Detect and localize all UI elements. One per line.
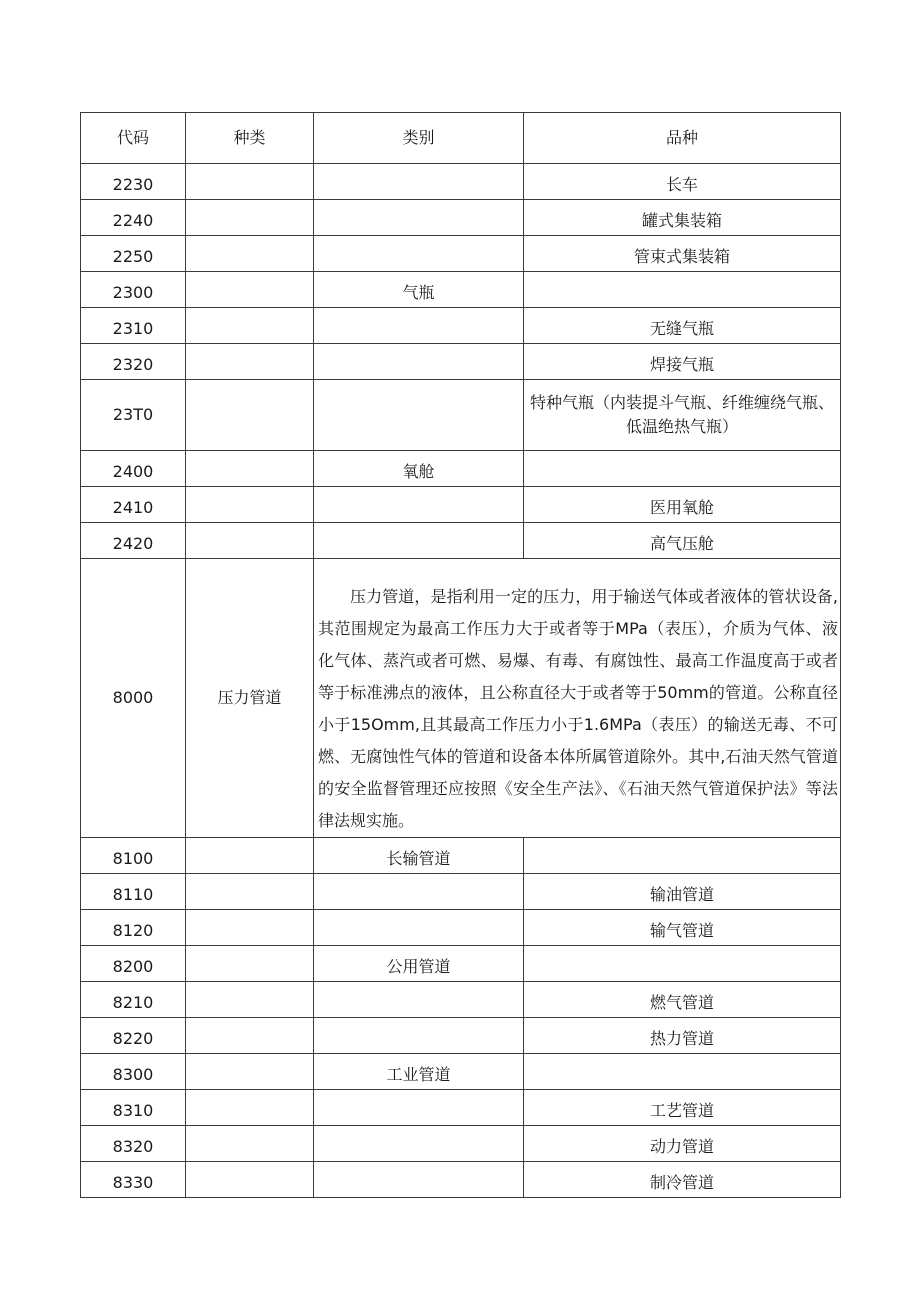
- cell-category: 公用管道: [314, 946, 524, 982]
- cell-category: 气瓶: [314, 272, 524, 308]
- table-row: [81, 1054, 841, 1090]
- cell-kind: [186, 308, 314, 344]
- cell-category: 长输管道: [314, 838, 524, 874]
- cell-code: 8210: [81, 982, 186, 1018]
- cell-variety: 罐式集装箱: [524, 200, 841, 236]
- table-row: [81, 308, 841, 344]
- table-row: [81, 200, 841, 236]
- cell-kind: [186, 344, 314, 380]
- header-kind: 种类: [186, 113, 314, 164]
- cell-variety: 制冷管道: [524, 1162, 841, 1198]
- cell-variety: 焊接气瓶: [524, 344, 841, 380]
- cell-variety: 特种气瓶（内装提斗气瓶、纤维缠绕气瓶、低温绝热气瓶）: [524, 380, 841, 451]
- cell-variety: [524, 272, 841, 308]
- cell-code: 8100: [81, 838, 186, 874]
- header-category: 类别: [314, 113, 524, 164]
- cell-kind: [186, 910, 314, 946]
- table-row: [81, 1018, 841, 1054]
- cell-category: [314, 1162, 524, 1198]
- cell-code: 2310: [81, 308, 186, 344]
- header-variety: 品种: [524, 113, 841, 164]
- cell-variety: 输油管道: [524, 874, 841, 910]
- cell-variety: 热力管道: [524, 1018, 841, 1054]
- cell-kind: [186, 523, 314, 559]
- cell-code: 8320: [81, 1126, 186, 1162]
- table-row: [81, 451, 841, 487]
- table-row: [81, 236, 841, 272]
- cell-kind: [186, 982, 314, 1018]
- cell-variety: 燃气管道: [524, 982, 841, 1018]
- cell-kind: [186, 1018, 314, 1054]
- table-row: [81, 344, 841, 380]
- cell-variety: 输气管道: [524, 910, 841, 946]
- cell-code: 2240: [81, 200, 186, 236]
- cell-variety: 工艺管道: [524, 1090, 841, 1126]
- cell-category: [314, 523, 524, 559]
- table-row: [81, 838, 841, 874]
- cell-code: 8220: [81, 1018, 186, 1054]
- cell-code: 8300: [81, 1054, 186, 1090]
- cell-code: 8110: [81, 874, 186, 910]
- cell-kind: [186, 380, 314, 451]
- cell-kind: [186, 272, 314, 308]
- cell-variety: 医用氧舱: [524, 487, 841, 523]
- table-row: [81, 487, 841, 523]
- cell-variety: [524, 838, 841, 874]
- cell-variety: [524, 451, 841, 487]
- cell-variety: 无缝气瓶: [524, 308, 841, 344]
- cell-kind: [186, 1162, 314, 1198]
- description-text: 压力管道，是指利用一定的压力，用于输送气体或者液体的管状设备,其范围规定为最高工作压力大于或者等于MPa（表压），介质为气体、液化气体、蒸汽或者可燃、易爆、有毒、有腐蚀性、最高工作温度高于或者等于标准沸点的液体，且公称直径大于或者等于50mm的管道。公称直径小于15Omm,且其最高工作压力小于1.6MPa（表压）的输送无毒、不可燃、无腐蚀性气体的管道和设备本体所属管道除外。其中,石油天然气管道的安全监督管理还应按照《安全生产法》、《石油天然气管道保护法》等法律法规实施。: [318, 587, 838, 830]
- cell-kind: [186, 236, 314, 272]
- table-row: [81, 1126, 841, 1162]
- table-row: [81, 559, 841, 838]
- cell-code: 23T0: [81, 380, 186, 451]
- table-row: [81, 1090, 841, 1126]
- table-row: [81, 982, 841, 1018]
- cell-category: [314, 164, 524, 200]
- cell-code: 2320: [81, 344, 186, 380]
- cell-variety: [524, 946, 841, 982]
- table-row: [81, 1162, 841, 1198]
- cell-category: [314, 200, 524, 236]
- table-row: [81, 164, 841, 200]
- cell-category: [314, 1090, 524, 1126]
- cell-kind: [186, 874, 314, 910]
- cell-code: 2250: [81, 236, 186, 272]
- cell-category: [314, 1018, 524, 1054]
- cell-code: 8330: [81, 1162, 186, 1198]
- cell-category: 工业管道: [314, 1054, 524, 1090]
- equipment-code-table: [80, 112, 841, 1198]
- cell-kind: [186, 838, 314, 874]
- cell-code: 2300: [81, 272, 186, 308]
- cell-category: 氧舱: [314, 451, 524, 487]
- cell-kind: [186, 451, 314, 487]
- cell-kind: [186, 200, 314, 236]
- cell-code: 2400: [81, 451, 186, 487]
- cell-variety: 高气压舱: [524, 523, 841, 559]
- cell-code: 8310: [81, 1090, 186, 1126]
- cell-variety: 动力管道: [524, 1126, 841, 1162]
- table-row: [81, 523, 841, 559]
- cell-kind: 压力管道: [186, 559, 314, 838]
- cell-variety: 管束式集装箱: [524, 236, 841, 272]
- cell-category: [314, 236, 524, 272]
- cell-category: [314, 308, 524, 344]
- cell-category: [314, 982, 524, 1018]
- cell-description: [314, 559, 841, 838]
- cell-category: [314, 344, 524, 380]
- cell-code: 8200: [81, 946, 186, 982]
- table-header-row: [81, 113, 841, 164]
- cell-category: [314, 874, 524, 910]
- cell-code: 8000: [81, 559, 186, 838]
- table-row: [81, 380, 841, 451]
- cell-kind: [186, 487, 314, 523]
- cell-category: [314, 487, 524, 523]
- cell-variety: [524, 1054, 841, 1090]
- cell-code: 2420: [81, 523, 186, 559]
- cell-kind: [186, 1090, 314, 1126]
- cell-kind: [186, 164, 314, 200]
- table-row: [81, 874, 841, 910]
- table-row: [81, 272, 841, 308]
- table-row: [81, 910, 841, 946]
- cell-code: 2410: [81, 487, 186, 523]
- cell-category: [314, 910, 524, 946]
- cell-code: 2230: [81, 164, 186, 200]
- cell-kind: [186, 946, 314, 982]
- cell-code: 8120: [81, 910, 186, 946]
- cell-kind: [186, 1126, 314, 1162]
- cell-category: [314, 1126, 524, 1162]
- header-code: 代码: [81, 113, 186, 164]
- cell-variety: 长车: [524, 164, 841, 200]
- table-row: [81, 946, 841, 982]
- cell-kind: [186, 1054, 314, 1090]
- cell-category: [314, 380, 524, 451]
